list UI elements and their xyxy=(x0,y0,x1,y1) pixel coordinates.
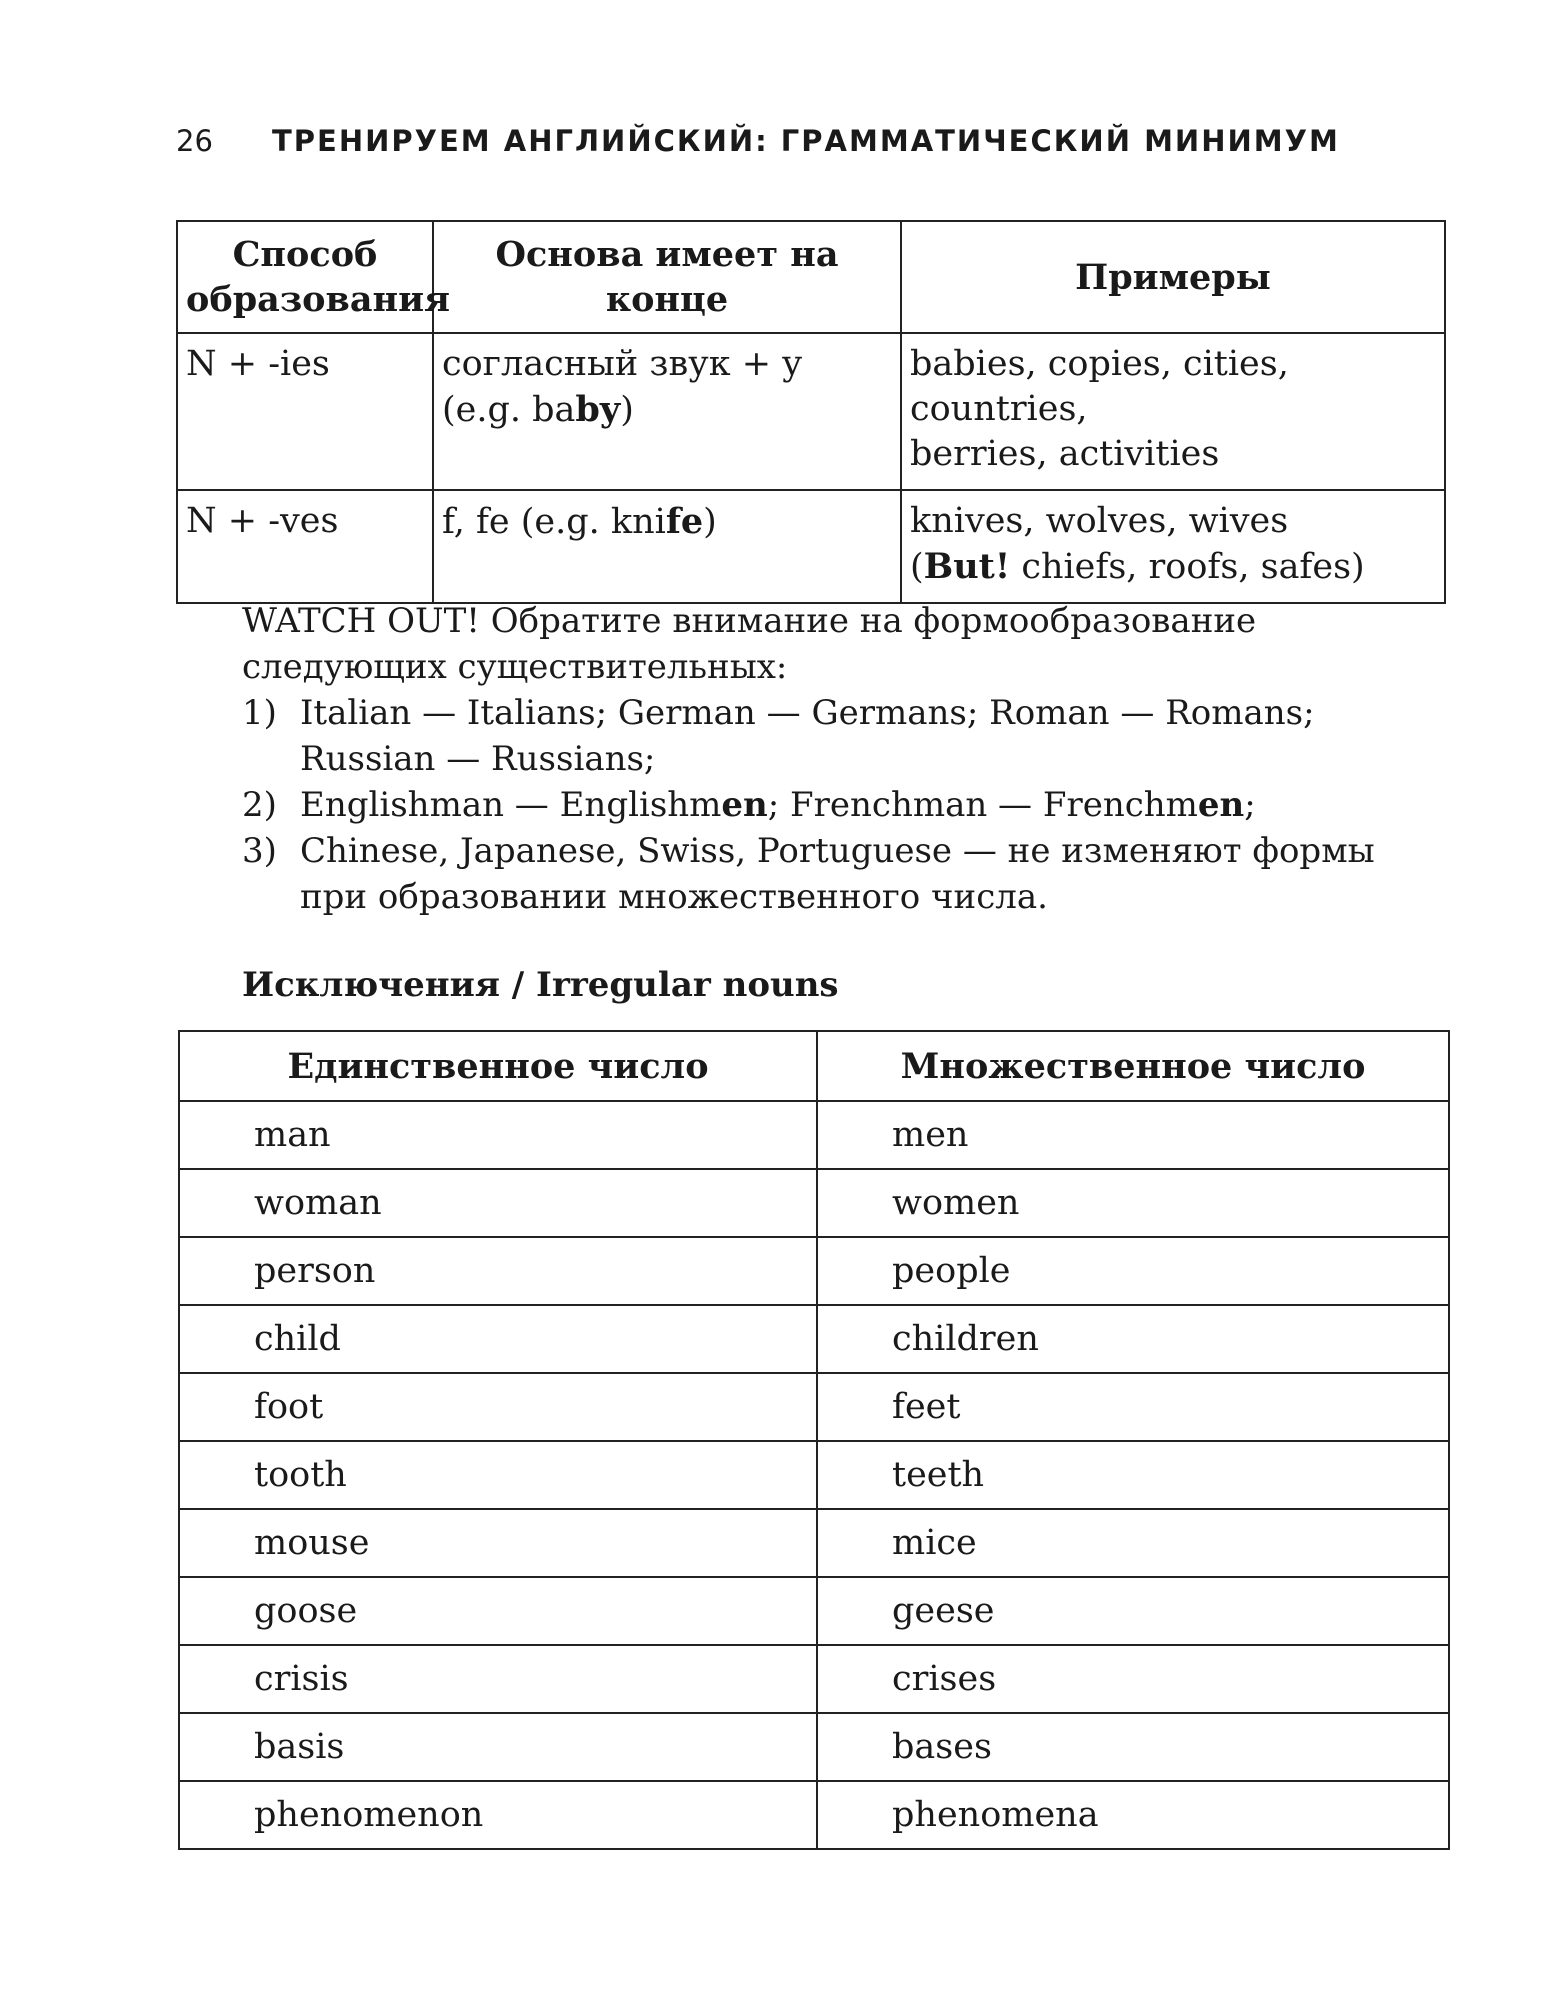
singular-cell: goose xyxy=(179,1577,817,1645)
examples-cell: knives, wolves, wives (But! chiefs, roofs, safes) xyxy=(901,490,1445,603)
singular-cell: phenomenon xyxy=(179,1781,817,1849)
page-number: 26 xyxy=(176,124,213,158)
column-header-plural: Множественное число xyxy=(817,1031,1449,1101)
column-header-examples: Примеры xyxy=(901,221,1445,333)
table-row xyxy=(179,1441,1449,1509)
irregular-nouns-heading: Исключения / Irregular nouns xyxy=(242,965,839,1005)
plural-cell: men xyxy=(817,1101,1449,1169)
table-row xyxy=(177,333,1445,490)
bold-ending: fe xyxy=(665,501,704,542)
table-row xyxy=(179,1645,1449,1713)
table-header-row xyxy=(177,221,1445,333)
plural-cell: crises xyxy=(817,1645,1449,1713)
singular-cell: basis xyxy=(179,1713,817,1781)
singular-cell: foot xyxy=(179,1373,817,1441)
table-row xyxy=(179,1577,1449,1645)
ending-cell xyxy=(433,333,901,490)
plural-cell: phenomena xyxy=(817,1781,1449,1849)
ending-example: (e.g. baby) xyxy=(442,389,634,430)
watch-out-list xyxy=(242,690,1452,920)
watch-out-note xyxy=(242,598,1452,920)
page-header xyxy=(176,124,1340,158)
book-title: ТРЕНИРУЕМ АНГЛИЙСКИЙ: ГРАММАТИЧЕСКИЙ МИНИМУМ xyxy=(272,124,1340,158)
list-item: 1) Italian — Italians; German — Germans; Roman — Romans; Russian — Russians; xyxy=(242,693,1315,779)
plural-cell: women xyxy=(817,1169,1449,1237)
examples-cell: babies, copies, cities, countries, berries, activities xyxy=(901,333,1445,490)
formation-table xyxy=(176,220,1446,604)
singular-cell: crisis xyxy=(179,1645,817,1713)
table-row xyxy=(179,1169,1449,1237)
watch-out-intro: WATCH OUT! Обратите внимание на формообразование следующих существительных: xyxy=(242,601,1257,687)
ending-cell: f, fe (e.g. knife) xyxy=(433,490,901,603)
plural-cell: feet xyxy=(817,1373,1449,1441)
plural-cell: mice xyxy=(817,1509,1449,1577)
table-row xyxy=(179,1237,1449,1305)
plural-cell: children xyxy=(817,1305,1449,1373)
irregular-nouns-table xyxy=(178,1030,1450,1850)
plural-cell: bases xyxy=(817,1713,1449,1781)
table-row xyxy=(179,1373,1449,1441)
table-row xyxy=(179,1509,1449,1577)
list-item: 3) Chinese, Japanese, Swiss, Portuguese — не изменяют формы при образовании множественного числа. xyxy=(242,831,1375,917)
table-header-row xyxy=(179,1031,1449,1101)
table-row xyxy=(179,1101,1449,1169)
plural-cell: teeth xyxy=(817,1441,1449,1509)
column-header-singular: Единственное число xyxy=(179,1031,817,1101)
singular-cell: man xyxy=(179,1101,817,1169)
singular-cell: mouse xyxy=(179,1509,817,1577)
plural-cell: geese xyxy=(817,1577,1449,1645)
singular-cell: woman xyxy=(179,1169,817,1237)
table-row xyxy=(179,1305,1449,1373)
column-header-method: Способ образования xyxy=(177,221,433,333)
singular-cell: tooth xyxy=(179,1441,817,1509)
table-row xyxy=(177,490,1445,603)
singular-cell: child xyxy=(179,1305,817,1373)
method-cell: N + -ies xyxy=(177,333,433,490)
table-row xyxy=(179,1713,1449,1781)
list-item: 2) Englishman — Englishmen; Frenchman — Frenchmen; xyxy=(242,785,1256,825)
table-row xyxy=(179,1781,1449,1849)
column-header-ending: Основа имеет на конце xyxy=(433,221,901,333)
ending-text: согласный звук + y xyxy=(442,344,802,384)
method-cell: N + -ves xyxy=(177,490,433,603)
bold-ending: by xyxy=(575,389,621,430)
plural-cell: people xyxy=(817,1237,1449,1305)
singular-cell: person xyxy=(179,1237,817,1305)
but-emphasis: But! xyxy=(923,546,1011,587)
